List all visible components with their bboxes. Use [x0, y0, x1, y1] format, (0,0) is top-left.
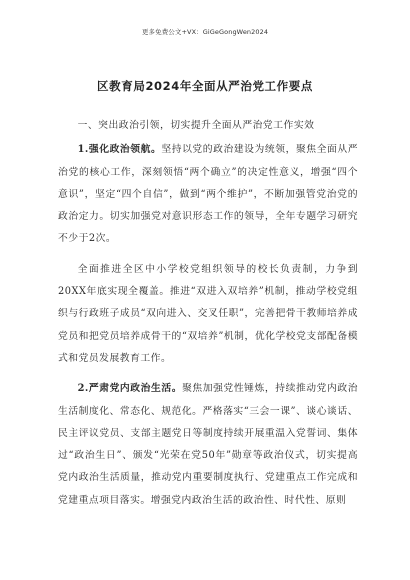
- paragraph-2: [58, 259, 358, 370]
- paragraph-1-lead: 1.强化政治领航。: [77, 144, 162, 156]
- paragraph-3: [58, 378, 358, 512]
- paragraph-3-lead: 2.严肃党内政治生活。: [77, 383, 183, 395]
- document-body: [58, 115, 358, 512]
- paragraph-1: [58, 139, 358, 250]
- document-title: 区教育局2024年全面从严治党工作要点: [97, 79, 313, 93]
- header-note: 更多免费公文+VX：GiGeGongWen2024: [141, 28, 269, 36]
- paragraph-1-text: 坚持以党的政治建设为统领，聚焦全面从严治党的核心工作，深刻领悟“两个确立”的决定性意义，增强“四个意识”，坚定“四个自信”，做到“两个维护”，不断加强管党治党的政治定力。切实加强党对意识形态工作的领导，全年专题学习研究不少于2次。: [58, 144, 359, 245]
- paragraph-2-text: 全面推进全区中小学校党组织领导的校长负责制，力争到20XX年底实现全覆盖。推进“双进入双培养”机制，推动学校党组织与行政班子成员“双向进入、交叉任职”，完善把骨干教师培养成党员和把党员培养成骨干的“双培养”机制，优化学校党支部配备模式和党员发展教育工作。: [58, 263, 358, 364]
- section-heading: 一、突出政治引领，切实提升全面从严治党工作实效: [77, 120, 315, 131]
- paragraph-3-text: 聚焦加强党性锤炼，持续推动党内政治生活制度化、常态化、规范化。严格落实“三会一课”、谈心谈话、民主评议党员、支部主题党日等制度持续开展重温入党誓词、集体过“政治生日”、颁发“光荣在党50年”勋章等政治仪式，切实提高党内政治生活质量，推动党内重要制度执行、党建重点工作完成和党建重点项目落实。增强党内政治生活的政治性、时代性、原则: [58, 383, 359, 506]
